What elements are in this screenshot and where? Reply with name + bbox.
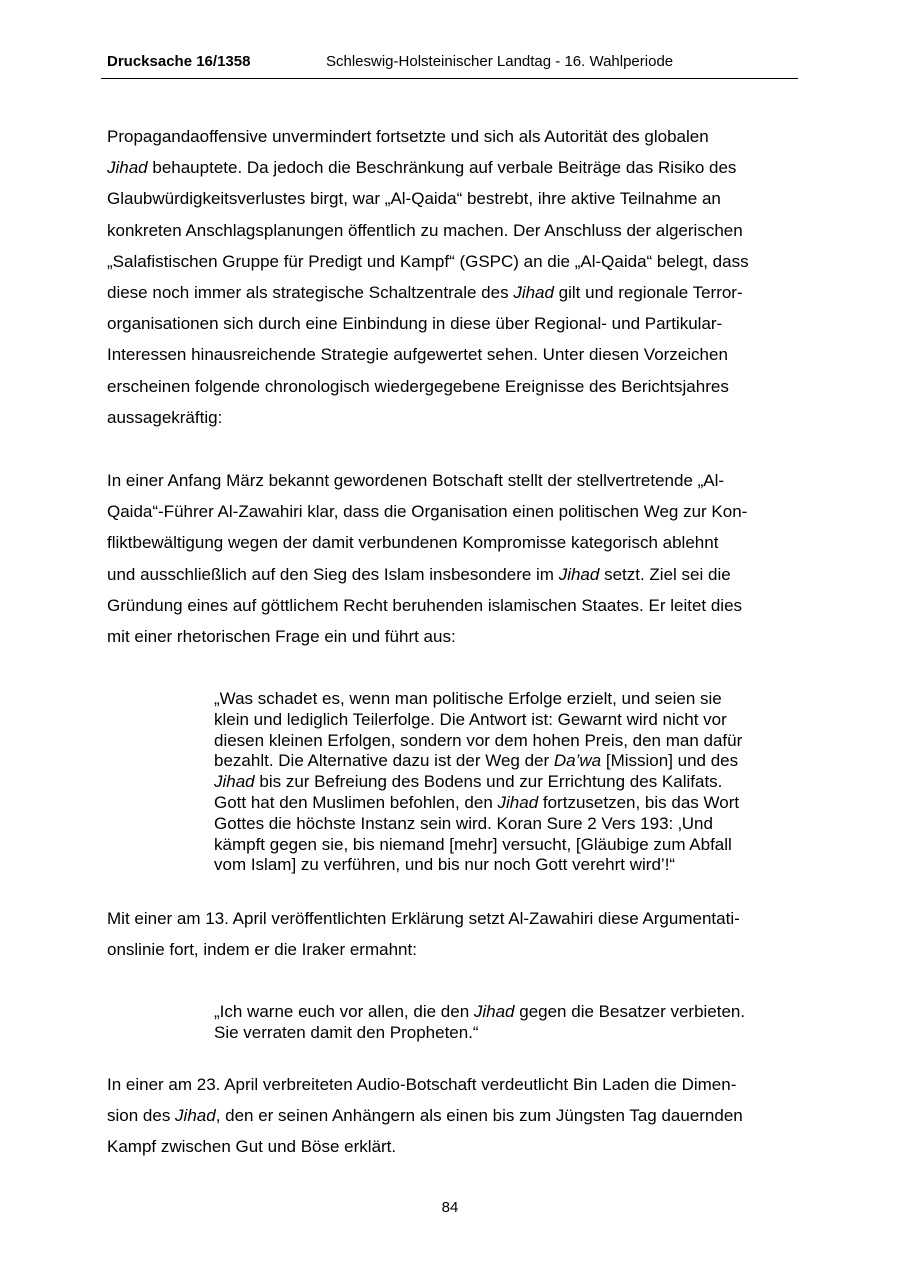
quote-line — [214, 772, 804, 793]
text-line: organisationen sich durch eine Einbindung in diese über Regional- und Partikular- — [107, 314, 723, 334]
text-line: fliktbewältigung wegen der damit verbundenen Kompromisse kategorisch ablehnt — [107, 533, 719, 553]
emphasis-jihad: Jihad — [497, 792, 539, 812]
text-line: In einer Anfang März bekannt gewordenen Botschaft stellt der stellvertretende „Al- — [107, 471, 725, 490]
text-line: Propagandaoffensive unvermindert fortsetzte und sich als Autorität des globalen — [107, 127, 709, 146]
emphasis-jihad: Jihad — [473, 1002, 515, 1021]
text-line — [107, 152, 799, 183]
page-number: 84 — [441, 1199, 459, 1216]
text-run: [Mission] und des — [601, 751, 739, 771]
text-run: gilt und regionale Terror- — [553, 283, 743, 303]
text-line: erscheinen folgende chronologisch wiedergegebene Ereignisse des Berichtsjahres — [107, 376, 729, 396]
text-run: und ausschließlich auf den Sieg des Islam insbesondere im — [107, 564, 559, 584]
text-run: bezahlt. Die Alternative dazu ist der Weg der — [214, 751, 554, 771]
quote-line: vom Islam] zu verführen, und bis nur noch Gott verehrt wird’!“ — [214, 855, 676, 875]
text-run: fortzusetzen, bis das Wort — [538, 792, 740, 812]
text-run: , den er seinen Anhängern als einen bis zum Jüngsten Tag dauernden — [215, 1106, 743, 1126]
paragraph-4 — [107, 1069, 799, 1163]
text-run: bis zur Befreiung des Bodens und zur Errichtung des Kalifats. — [254, 772, 723, 792]
text-line — [107, 277, 799, 308]
text-line: onslinie fort, indem er die Iraker ermahnt: — [107, 940, 417, 960]
header-title: Schleswig-Holsteinischer Landtag - 16. Wahlperiode — [326, 53, 674, 70]
text-line — [107, 1100, 799, 1131]
text-line: „Salafistischen Gruppe für Predigt und Kampf“ (GSPC) an die „Al-Qaida“ belegt, dass — [107, 251, 749, 271]
text-run: setzt. Ziel sei die — [599, 564, 731, 584]
emphasis-dawa: Da’wa — [553, 751, 602, 771]
text-line: aussagekräftig: — [107, 407, 223, 427]
quote-line — [214, 1002, 804, 1023]
emphasis-jihad: Jihad — [214, 772, 255, 792]
text-line: konkreten Anschlagsplanungen öffentlich zu machen. Der Anschluss der algerischen — [107, 220, 743, 240]
emphasis-jihad: Jihad — [558, 564, 600, 584]
text-line: Mit einer am 13. April veröffentlichten Erklärung setzt Al-Zawahiri diese Argumentati- — [107, 909, 740, 928]
document-number: Drucksache 16/1358 — [107, 53, 251, 70]
quote-line: kämpft gegen sie, bis niemand [mehr] versucht, [Gläubige zum Abfall — [214, 834, 732, 854]
emphasis-jihad: Jihad — [107, 158, 148, 178]
text-run: sion des — [107, 1106, 176, 1126]
text-line — [107, 559, 799, 590]
paragraph-2 — [107, 465, 799, 652]
text-line: In einer am 23. April verbreiteten Audio-Botschaft verdeutlicht Bin Laden die Dimen- — [107, 1075, 737, 1094]
text-line: Glaubwürdigkeitsverlustes birgt, war „Al-Qaida“ bestrebt, ihre aktive Teilnahme an — [107, 189, 721, 209]
text-run: gegen die Besatzer verbieten. — [514, 1002, 746, 1021]
quote-line: diesen kleinen Erfolgen, sondern vor dem hohen Preis, den man dafür — [214, 730, 743, 750]
text-line: Interessen hinausreichende Strategie aufgewertet sehen. Unter diesen Vorzeichen — [107, 345, 728, 365]
text-run: behauptete. Da jedoch die Beschränkung auf verbale Beiträge das Risiko des — [147, 158, 737, 178]
quote-line — [214, 751, 804, 772]
page-header — [101, 52, 798, 79]
quote-line: Gottes die höchste Instanz sein wird. Koran Sure 2 Vers 193: ‚Und — [214, 813, 713, 833]
quote-line: klein und lediglich Teilerfolge. Die Antwort ist: Gewarnt wird nicht vor — [214, 709, 727, 729]
text-line: Kampf zwischen Gut und Böse erklärt. — [107, 1137, 397, 1157]
text-line: mit einer rhetorischen Frage ein und führt aus: — [107, 627, 456, 647]
block-quote-1 — [214, 689, 804, 876]
text-line: Gründung eines auf göttlichem Recht beruhenden islamischen Staates. Er leitet dies — [107, 595, 743, 615]
text-run: „Ich warne euch vor allen, die den — [214, 1002, 474, 1021]
emphasis-jihad: Jihad — [513, 283, 554, 303]
quote-line — [214, 793, 804, 814]
paragraph-3 — [107, 903, 799, 965]
quote-line: Sie verraten damit den Propheten.“ — [214, 1022, 479, 1042]
text-run: Gott hat den Muslimen befohlen, den — [214, 792, 498, 812]
emphasis-jihad: Jihad — [175, 1106, 216, 1126]
block-quote-2 — [214, 1002, 804, 1044]
text-run: diese noch immer als strategische Schaltzentrale des — [107, 283, 514, 303]
quote-line: „Was schadet es, wenn man politische Erfolge erzielt, und seien sie — [214, 689, 722, 708]
text-line: Qaida“-Führer Al-Zawahiri klar, dass die Organisation einen politischen Weg zur Kon- — [107, 502, 748, 522]
paragraph-1 — [107, 121, 799, 433]
